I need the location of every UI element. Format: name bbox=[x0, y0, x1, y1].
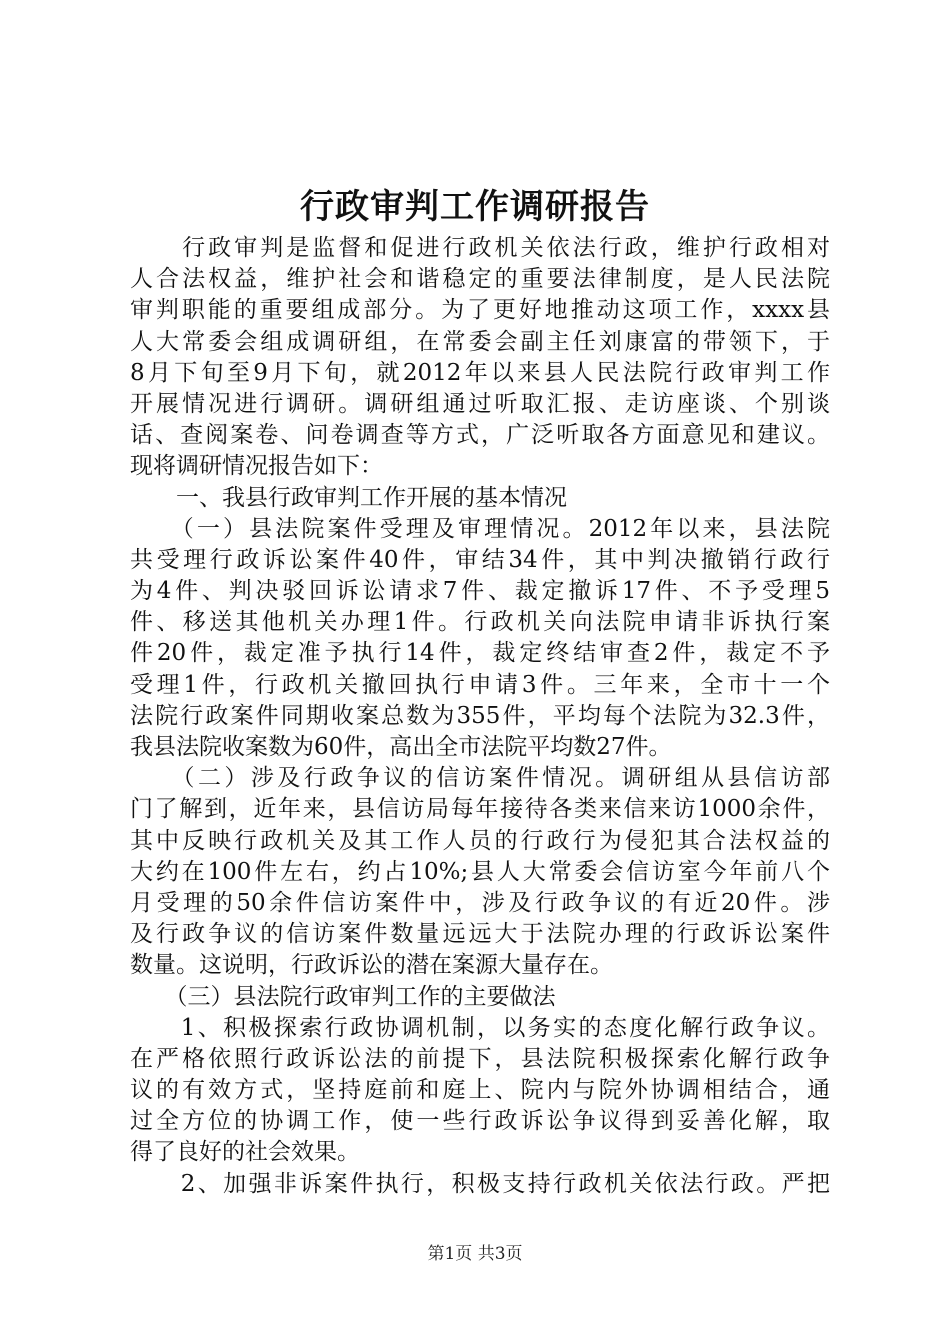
text-line: （三）县法院行政审判工作的主要做法 bbox=[130, 983, 556, 1010]
document-title: 行政审判工作调研报告 bbox=[300, 187, 650, 227]
text-line: 为4件、判决驳回诉讼请求7件、裁定撤诉17件、不予受理5 bbox=[130, 578, 830, 605]
text-line: 人大常委会组成调研组，在常委会副主任刘康富的带领下，于 bbox=[130, 328, 830, 355]
text-line: 行政审判是监督和促进行政机关依法行政，维护行政相对 bbox=[130, 235, 830, 261]
text-line: 议的有效方式，坚持庭前和庭上、院内与院外协调相结合，通 bbox=[130, 1077, 830, 1104]
text-line: （一）县法院案件受理及审理情况。2012年以来，县法院 bbox=[130, 515, 830, 542]
text-line: 在严格依照行政诉讼法的前提下，县法院积极探索化解行政争 bbox=[130, 1045, 830, 1072]
text-line: 一、我县行政审判工作开展的基本情况 bbox=[130, 484, 567, 511]
text-line: 共受理行政诉讼案件40件，审结34件，其中判决撤销行政行 bbox=[130, 546, 830, 573]
text-line: 件20件，裁定准予执行14件，裁定终结审查2件，裁定不予 bbox=[130, 640, 830, 667]
text-line: 1、积极探索行政协调机制，以务实的态度化解行政争议。 bbox=[130, 1014, 830, 1041]
text-line: 及行政争议的信访案件数量远远大于法院办理的行政诉讼案件 bbox=[130, 921, 830, 948]
page-footer: 第1页 共3页 bbox=[427, 1244, 523, 1264]
text-line: 现将调研情况报告如下： bbox=[130, 453, 383, 480]
text-line: 件、移送其他机关办理1件。行政机关向法院申请非诉执行案 bbox=[130, 609, 830, 636]
text-line: 大约在100件左右，约占10%;县人大常委会信访室今年前八个 bbox=[130, 858, 830, 885]
text-line: 人合法权益，维护社会和谐稳定的重要法律制度，是人民法院 bbox=[130, 266, 830, 293]
text-line: 开展情况进行调研。调研组通过听取汇报、走访座谈、个别谈 bbox=[130, 390, 830, 417]
text-line: 其中反映行政机关及其工作人员的行政行为侵犯其合法权益的 bbox=[130, 827, 830, 854]
text-line: 法院行政案件同期收案总数为355件，平均每个法院为32.3件， bbox=[130, 702, 830, 729]
text-line: 8月下旬至9月下旬，就2012年以来县人民法院行政审判工作 bbox=[130, 359, 830, 386]
text-line: 受理1件，行政机关撤回执行申请3件。三年来，全市十一个 bbox=[130, 671, 830, 698]
text-line: 门了解到，近年来，县信访局每年接待各类来信来访1000余件， bbox=[130, 796, 830, 823]
text-line: 得了良好的社会效果。 bbox=[130, 1139, 360, 1166]
document-body bbox=[130, 233, 830, 1200]
text-line: （二）涉及行政争议的信访案件情况。调研组从县信访部 bbox=[130, 765, 830, 792]
text-line: 话、查阅案卷、问卷调查等方式，广泛听取各方面意见和建议。 bbox=[130, 422, 830, 449]
text-line: 数量。这说明，行政诉讼的潜在案源大量存在。 bbox=[130, 952, 613, 979]
text-line: 审判职能的重要组成部分。为了更好地推动这项工作，xxxx县 bbox=[130, 297, 830, 324]
text-line: 过全方位的协调工作，使一些行政诉讼争议得到妥善化解，取 bbox=[130, 1108, 830, 1135]
text-line: 我县法院收案数为60件，高出全市法院平均数27件。 bbox=[130, 734, 672, 760]
text-line: 2、加强非诉案件执行，积极支持行政机关依法行政。严把 bbox=[130, 1170, 830, 1197]
text-line: 月受理的50余件信访案件中，涉及行政争议的有近20件。涉 bbox=[130, 889, 830, 916]
